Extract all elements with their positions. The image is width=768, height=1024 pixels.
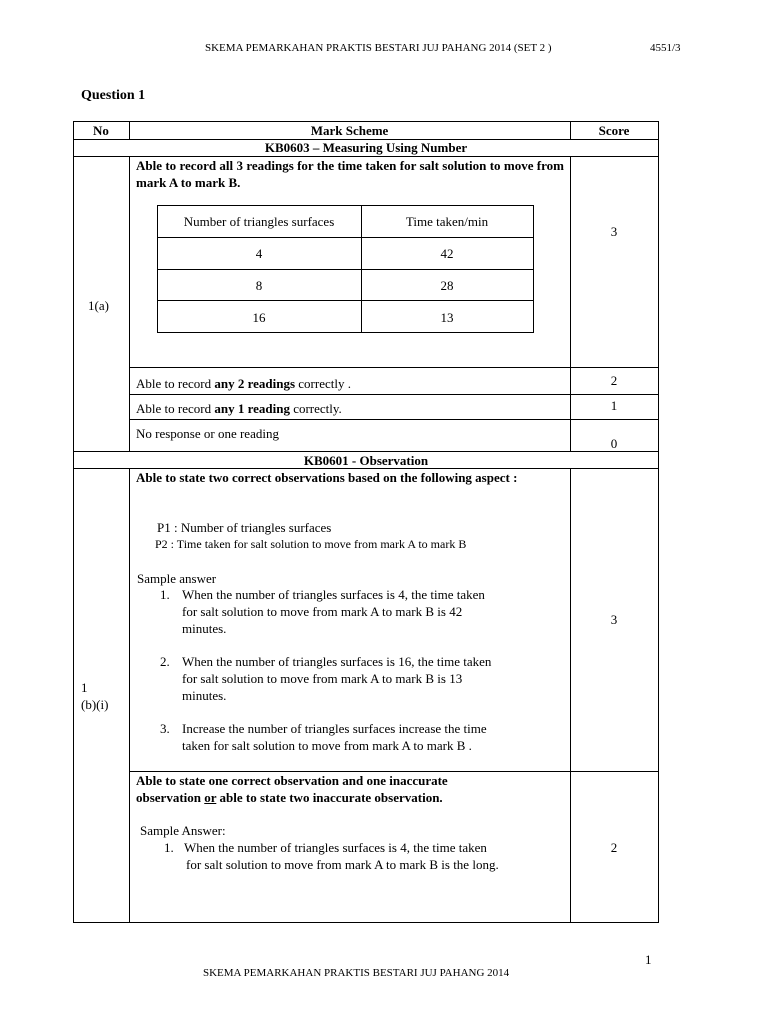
criterion-text: Able to record any 2 readings correctly . — [136, 376, 351, 391]
answer-line: for salt solution to move from mark A to mark B is 42 — [182, 604, 463, 619]
score-value: 2 — [610, 373, 618, 388]
criterion-text: Able to state two correct observations based on the following aspect : — [136, 470, 518, 485]
criterion-text: observation or able to state two inaccurate observation. — [136, 790, 443, 805]
score-value: 3 — [610, 612, 618, 627]
section-heading-kb0603: KB0603 – Measuring Using Number — [264, 140, 468, 155]
column-header-score: Score — [598, 123, 630, 138]
score-value: 0 — [610, 436, 618, 451]
answer-line: When the number of triangles surfaces is 4, the time taken — [182, 587, 485, 602]
readings-header-time: Time taken/min — [405, 214, 489, 229]
readings-header-triangles: Number of triangles surfaces — [183, 214, 335, 229]
section-heading-kb0601: KB0601 - Observation — [303, 453, 429, 468]
answer-line: Increase the number of triangles surfaces increase the time — [182, 721, 487, 736]
criterion-text: No response or one reading — [136, 426, 279, 441]
score-value: 2 — [610, 840, 618, 855]
question-number-1a: 1(a) — [88, 298, 109, 313]
readings-cell: 13 — [440, 310, 454, 325]
page-header-title: SKEMA PEMARKAHAN PRAKTIS BESTARI JUJ PAHANG 2014 (SET 2 ) — [205, 42, 552, 54]
criterion-text: Able to record any 1 reading correctly. — [136, 401, 342, 416]
answer-number: 2. — [160, 654, 170, 669]
score-value: 3 — [610, 224, 618, 239]
answer-number: 1. — [160, 587, 170, 602]
criterion-text: Able to state one correct observation and one inaccurate — [136, 773, 448, 788]
readings-cell: 4 — [255, 246, 263, 261]
answer-line: minutes. — [182, 621, 227, 636]
answer-number: 1. — [164, 840, 174, 855]
score-value: 1 — [610, 398, 618, 413]
page-number: 1 — [645, 952, 652, 967]
sample-answer-label: Sample Answer: — [140, 823, 226, 838]
readings-cell: 16 — [252, 310, 266, 325]
answer-line: for salt solution to move from mark A to mark B is 13 — [182, 671, 463, 686]
answer-line: for salt solution to move from mark A to mark B is the long. — [186, 857, 499, 872]
question-title: Question 1 — [81, 88, 146, 103]
answer-number: 3. — [160, 721, 170, 736]
criterion-text: Able to record all 3 readings for the time taken for salt solution to move from mark A to mark B. — [136, 158, 564, 190]
readings-cell: 8 — [255, 278, 263, 293]
answer-line: taken for salt solution to move from mark A to mark B . — [182, 738, 472, 753]
question-number-bi: (b)(i) — [81, 697, 109, 712]
column-header-no: No — [93, 123, 109, 138]
readings-cell: 28 — [440, 278, 454, 293]
column-header-mark-scheme: Mark Scheme — [310, 123, 389, 138]
answer-line: minutes. — [182, 688, 227, 703]
paper-code: 4551/3 — [650, 42, 681, 54]
aspect-p1: P1 : Number of triangles surfaces — [157, 520, 332, 535]
readings-cell: 42 — [440, 246, 454, 261]
question-number-1: 1 — [81, 680, 88, 695]
answer-line: When the number of triangles surfaces is 16, the time taken — [182, 654, 492, 669]
answer-line: When the number of triangles surfaces is 4, the time taken — [184, 840, 487, 855]
sample-answer-label: Sample answer — [137, 571, 217, 586]
page-footer: SKEMA PEMARKAHAN PRAKTIS BESTARI JUJ PAHANG 2014 — [203, 967, 510, 979]
aspect-p2: P2 : Time taken for salt solution to move from mark A to mark B — [155, 537, 467, 551]
